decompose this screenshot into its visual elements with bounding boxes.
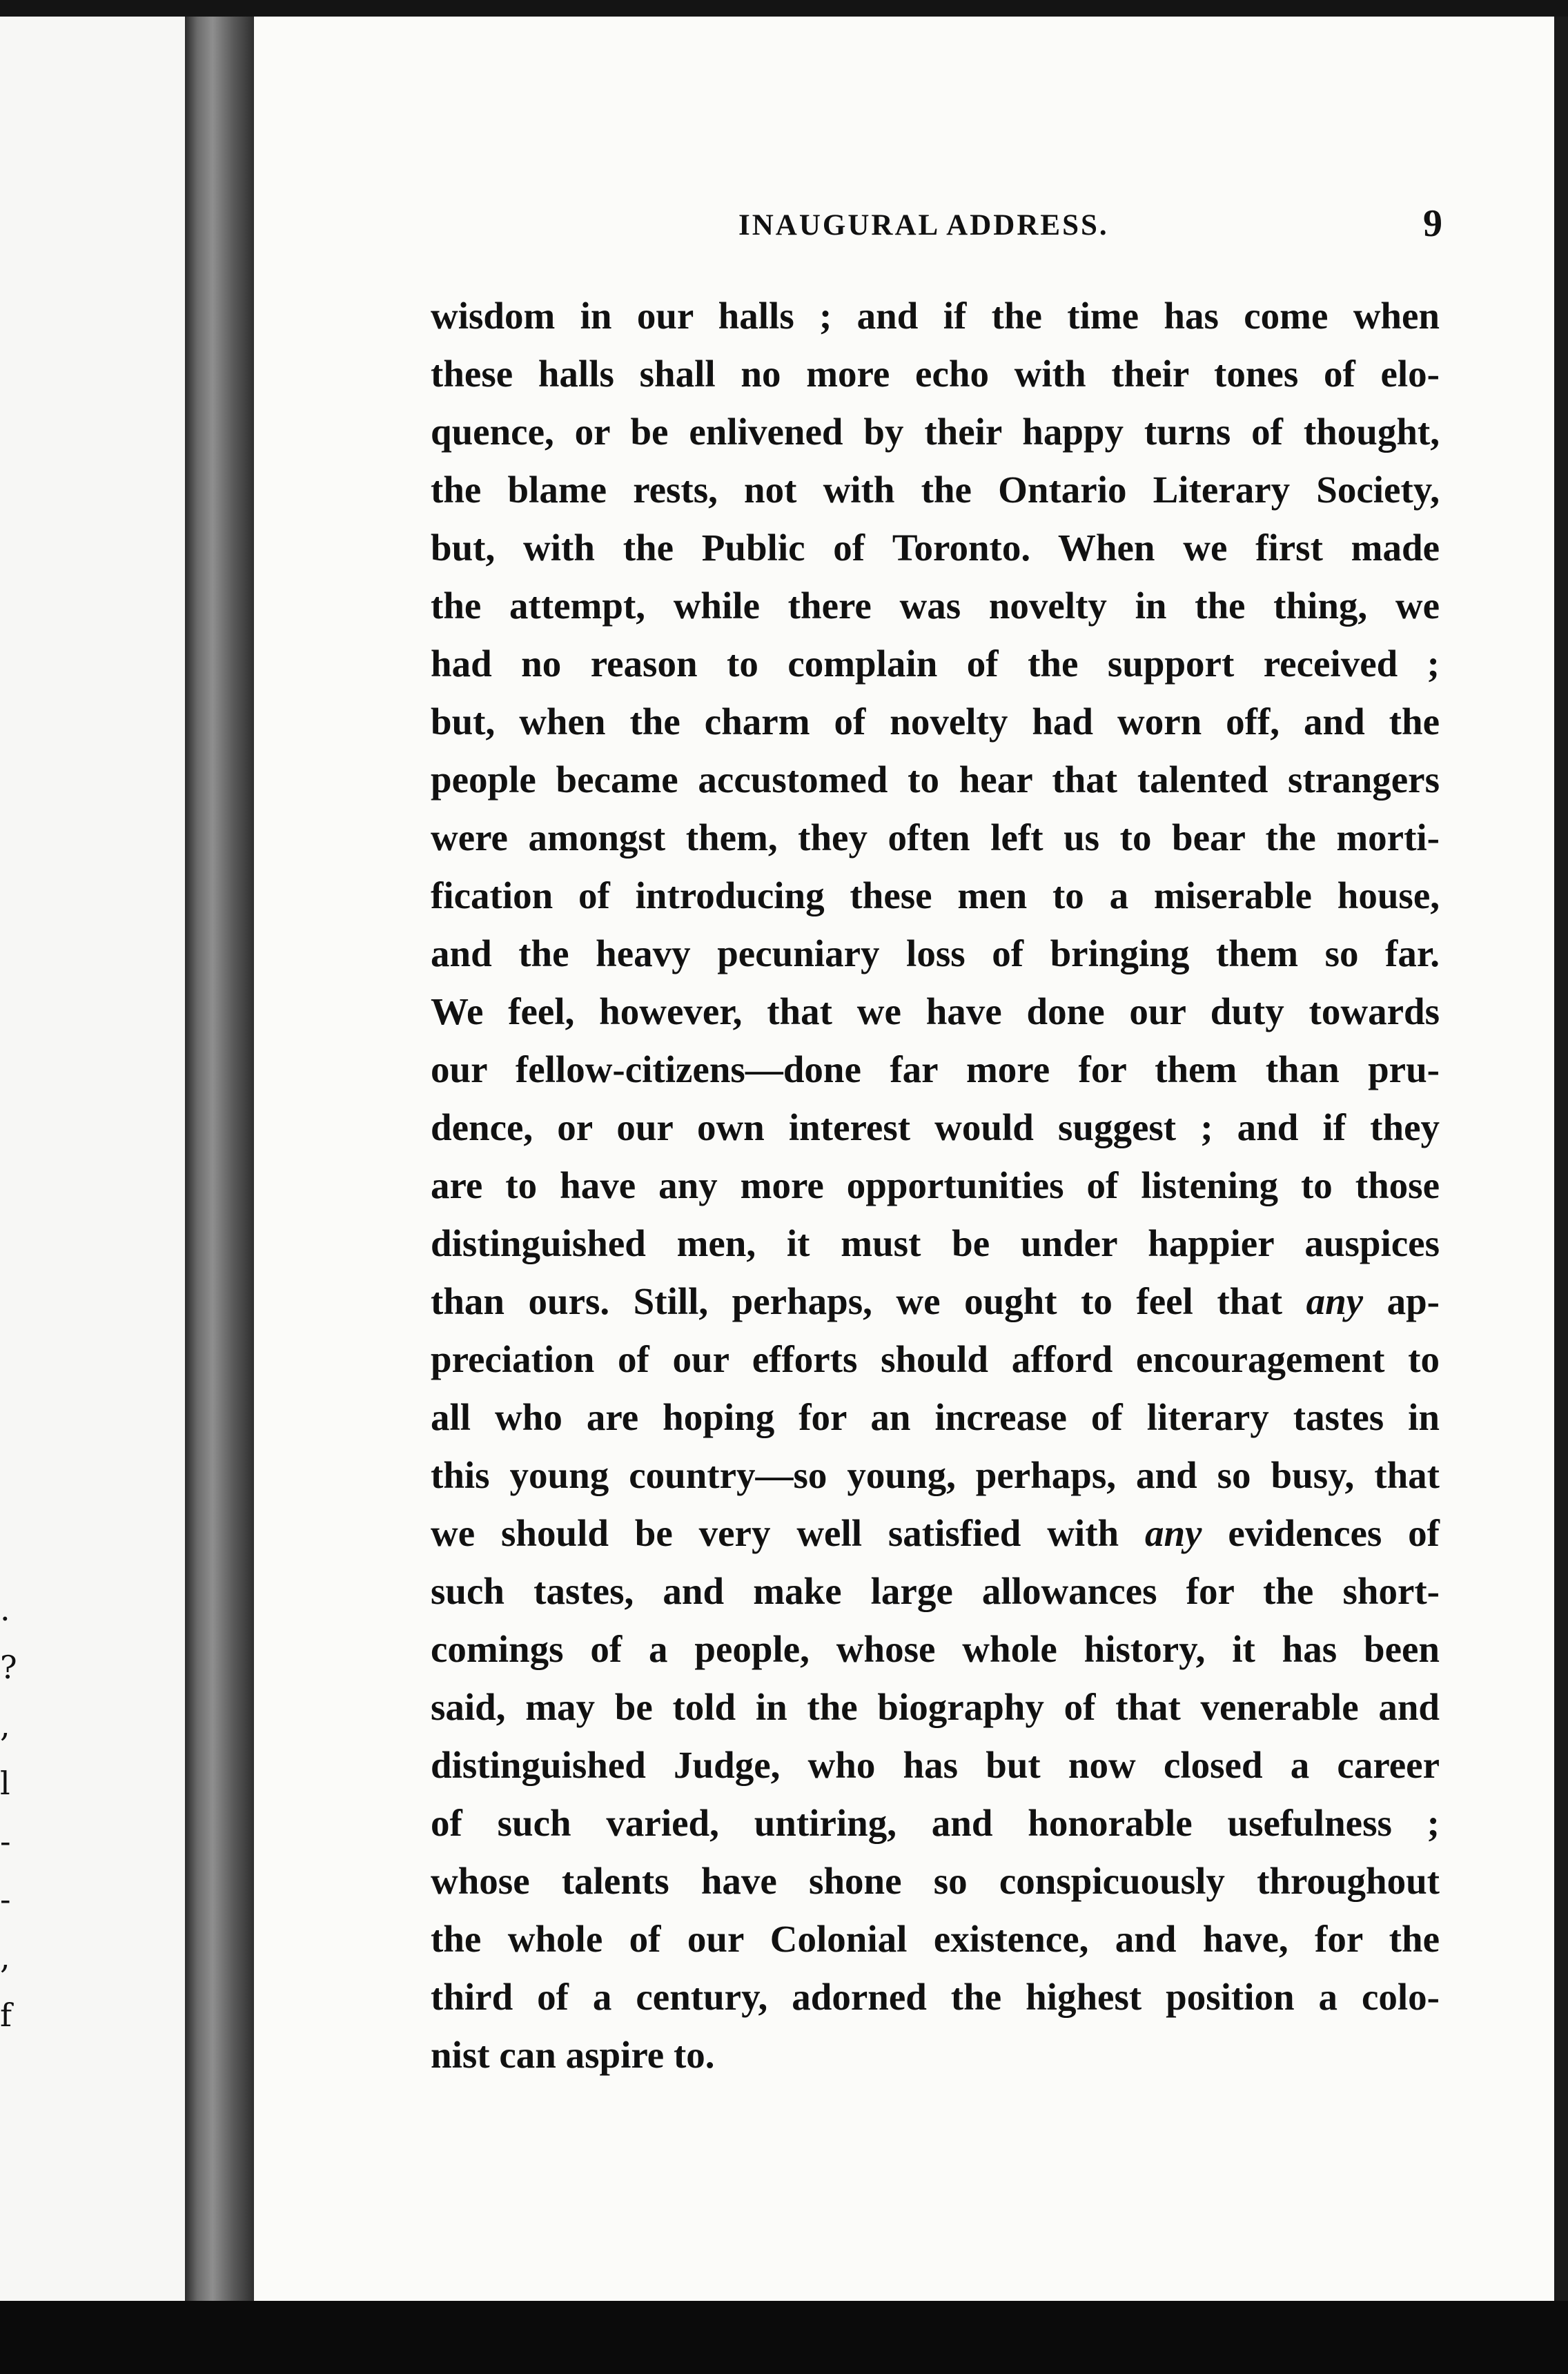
page-number: 9 xyxy=(1423,202,1442,245)
margin-mark: - xyxy=(0,1823,11,1860)
text-line xyxy=(431,1504,1440,1562)
text-line: such tastes, and make large allowances for the short- xyxy=(431,1570,1440,1612)
running-head: INAUGURAL ADDRESS. xyxy=(738,209,1109,242)
text-line: of such varied, untiring, and honorable usefulness ; xyxy=(431,1802,1440,1844)
margin-mark: , xyxy=(0,1707,10,1744)
margin-mark: , xyxy=(0,1939,10,1976)
text-line: said, may be told in the biography of that venerable and xyxy=(431,1686,1440,1728)
left-page-margin-marks xyxy=(0,1580,15,2044)
bottom-band xyxy=(0,2301,1568,2374)
text-line: We feel, however, that we have done our duty towards xyxy=(431,990,1440,1032)
top-shadow xyxy=(0,0,1568,17)
text-line: whose talents have shone so conspicuously throughout xyxy=(431,1860,1440,1902)
italic-emphasis: any xyxy=(1306,1280,1364,1322)
text-segment: we should be very well satisfied with xyxy=(431,1512,1145,1554)
margin-mark: - xyxy=(0,1881,11,1918)
book-gutter xyxy=(185,17,254,2301)
text-line: this young country—so young, perhaps, and so busy, that xyxy=(431,1454,1440,1496)
text-line xyxy=(431,1273,1440,1331)
text-line: but, with the Public of Toronto. When we first made xyxy=(431,527,1440,569)
text-line: all who are hoping for an increase of literary tastes in xyxy=(431,1396,1440,1438)
text-line: quence, or be enlivened by their happy turns of thought, xyxy=(431,411,1440,453)
text-line: wisdom in our halls ; and if the time has come when xyxy=(431,295,1440,337)
margin-mark: . xyxy=(0,1591,10,1628)
text-line: distinguished Judge, who has but now closed a career xyxy=(431,1744,1440,1786)
margin-mark: l xyxy=(0,1765,10,1802)
text-line: the blame rests, not with the Ontario Literary Society, xyxy=(431,469,1440,511)
text-line: but, when the charm of novelty had worn off, and the xyxy=(431,700,1440,743)
text-segment: ap- xyxy=(1363,1280,1440,1322)
text-line: dence, or our own interest would suggest ; and if they xyxy=(431,1106,1440,1148)
text-segment: evidences of xyxy=(1202,1512,1440,1554)
italic-emphasis: any xyxy=(1144,1512,1202,1554)
text-line: fication of introducing these men to a miserable house, xyxy=(431,874,1440,916)
text-segment: than ours. Still, perhaps, we ought to feel that xyxy=(431,1280,1306,1322)
text-line: our fellow-citizens—done far more for them than pru- xyxy=(431,1048,1440,1090)
margin-mark: f xyxy=(0,1997,12,2034)
text-line: are to have any more opportunities of listening to those xyxy=(431,1164,1440,1206)
text-line: were amongst them, they often left us to bear the morti- xyxy=(431,816,1440,859)
text-line: had no reason to complain of the support received ; xyxy=(431,642,1440,685)
text-line: people became accustomed to hear that talented strangers xyxy=(431,758,1440,801)
text-line: and the heavy pecuniary loss of bringing them so far. xyxy=(431,932,1440,974)
right-edge xyxy=(1554,17,1568,2301)
text-line: the attempt, while there was novelty in the thing, we xyxy=(431,585,1440,627)
body-text xyxy=(431,287,1440,2084)
margin-mark: ? xyxy=(0,1649,17,1686)
text-line: third of a century, adorned the highest position a colo- xyxy=(431,1976,1440,2018)
text-line: distinguished men, it must be under happier auspices xyxy=(431,1222,1440,1264)
left-page-edge xyxy=(0,17,185,2301)
page-header xyxy=(738,204,1442,253)
text-line: comings of a people, whose whole history, it has been xyxy=(431,1628,1440,1670)
text-line: nist can aspire to. xyxy=(431,2034,715,2076)
text-line: preciation of our efforts should afford encouragement to xyxy=(431,1338,1440,1380)
text-line: the whole of our Colonial existence, and have, for the xyxy=(431,1918,1440,1960)
text-line: these halls shall no more echo with their tones of elo- xyxy=(431,353,1440,395)
